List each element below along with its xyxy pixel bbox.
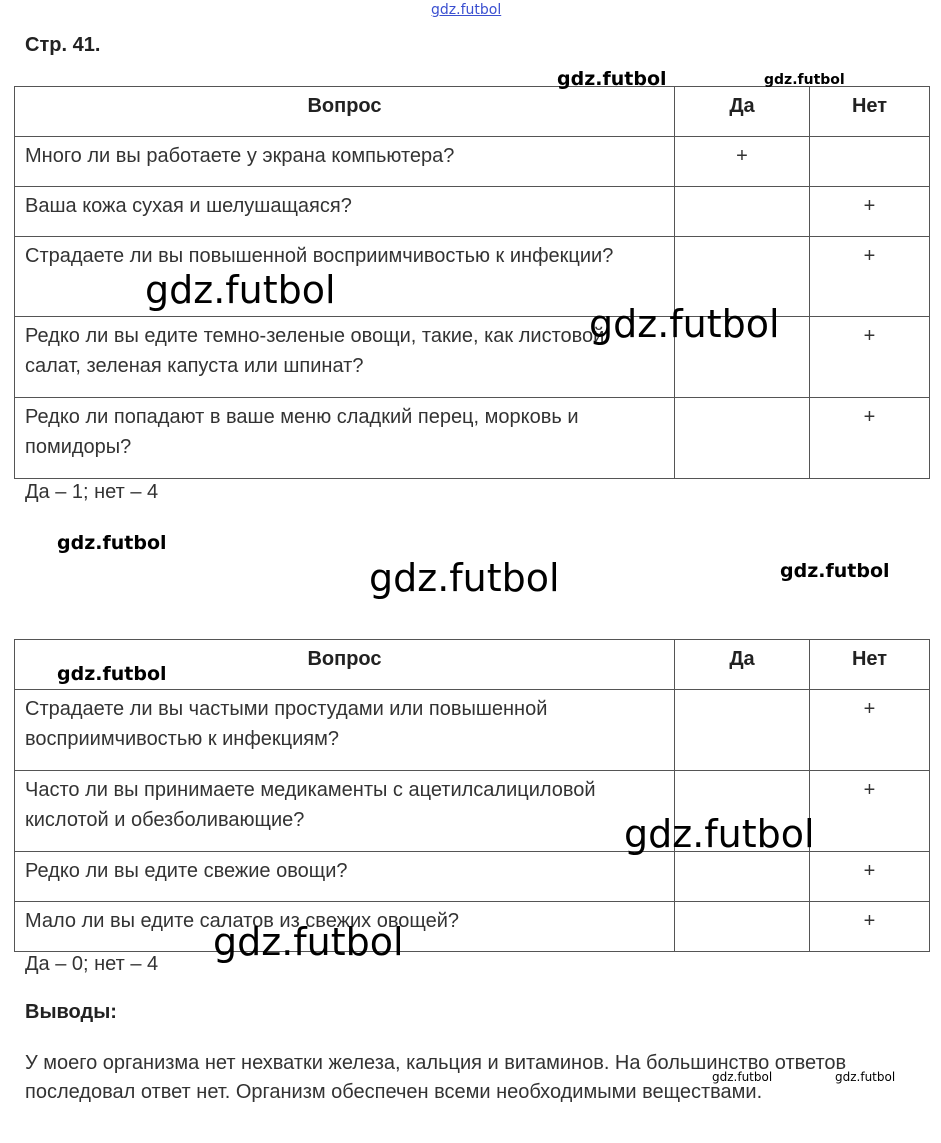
header-yes: Да [675,87,810,137]
watermark: gdz.futbol [213,920,404,964]
yes-cell [675,852,810,902]
question-cell: Ваша кожа сухая и шелушащаяся? [15,187,675,237]
question-cell: Редко ли вы едите темно-зеленые овощи, такие, как листовой салат, зеленая капуста или шпинат? [15,317,675,398]
watermark: gdz.futbol [835,1070,896,1084]
table-row [15,690,930,771]
no-cell: + [810,690,930,771]
watermark: gdz.futbol [431,2,502,18]
tally-2: Да – 0; нет – 4 [25,953,159,975]
tally-1: Да – 1; нет – 4 [25,481,159,503]
table-row [15,137,930,187]
question-cell: Часто ли вы принимаете медикаменты с ацетилсалициловой кислотой и обезболивающие? [15,771,675,852]
question-cell: Редко ли вы едите свежие овощи? [15,852,675,902]
no-cell: + [810,317,930,398]
watermark: gdz.futbol [712,1070,773,1084]
no-cell: + [810,187,930,237]
yes-cell [675,187,810,237]
watermark: gdz.futbol [764,72,845,88]
watermark: gdz.futbol [57,532,167,554]
header-yes: Да [675,640,810,690]
watermark: gdz.futbol [624,812,815,856]
table-row [15,852,930,902]
header-question: Вопрос [15,640,675,690]
header-question: Вопрос [15,87,675,137]
no-cell: + [810,237,930,317]
question-cell: Страдаете ли вы частыми простудами или повышенной восприимчивостью к инфекциям? [15,690,675,771]
watermark: gdz.futbol [57,663,167,685]
page-title: Стр. 41. [25,34,101,56]
question-cell: Редко ли попадают в ваше меню сладкий перец, морковь и помидоры? [15,398,675,479]
conclusion-text: У моего организма нет нехватки железа, кальция и витаминов. На большинство ответов последовал ответ нет. Организм обеспечен всеми необходимыми веществами. [25,1052,847,1103]
question-cell: Мало ли вы едите салатов из свежих овощей? [15,902,675,952]
watermark: gdz.futbol [589,302,780,346]
watermark: gdz.futbol [145,268,336,312]
yes-cell: + [675,137,810,187]
conclusion-heading: Выводы: [25,1001,117,1023]
no-cell: + [810,902,930,952]
yes-cell [675,902,810,952]
table-row [15,317,930,398]
no-cell: + [810,771,930,852]
yes-cell [675,398,810,479]
no-cell: + [810,398,930,479]
question-cell: Страдаете ли вы повышенной восприимчивостью к инфекции? [15,237,675,317]
table-row [15,398,930,479]
watermark: gdz.futbol [780,560,890,582]
table-row [15,187,930,237]
table-row [15,902,930,952]
questionnaire-table-2 [14,639,930,952]
watermark: gdz.futbol [557,68,667,90]
yes-cell [675,690,810,771]
header-no: Нет [810,87,930,137]
table-header-row [15,87,930,137]
no-cell: + [810,852,930,902]
watermark: gdz.futbol [369,556,560,600]
no-cell [810,137,930,187]
header-no: Нет [810,640,930,690]
question-cell: Много ли вы работаете у экрана компьютера? [15,137,675,187]
